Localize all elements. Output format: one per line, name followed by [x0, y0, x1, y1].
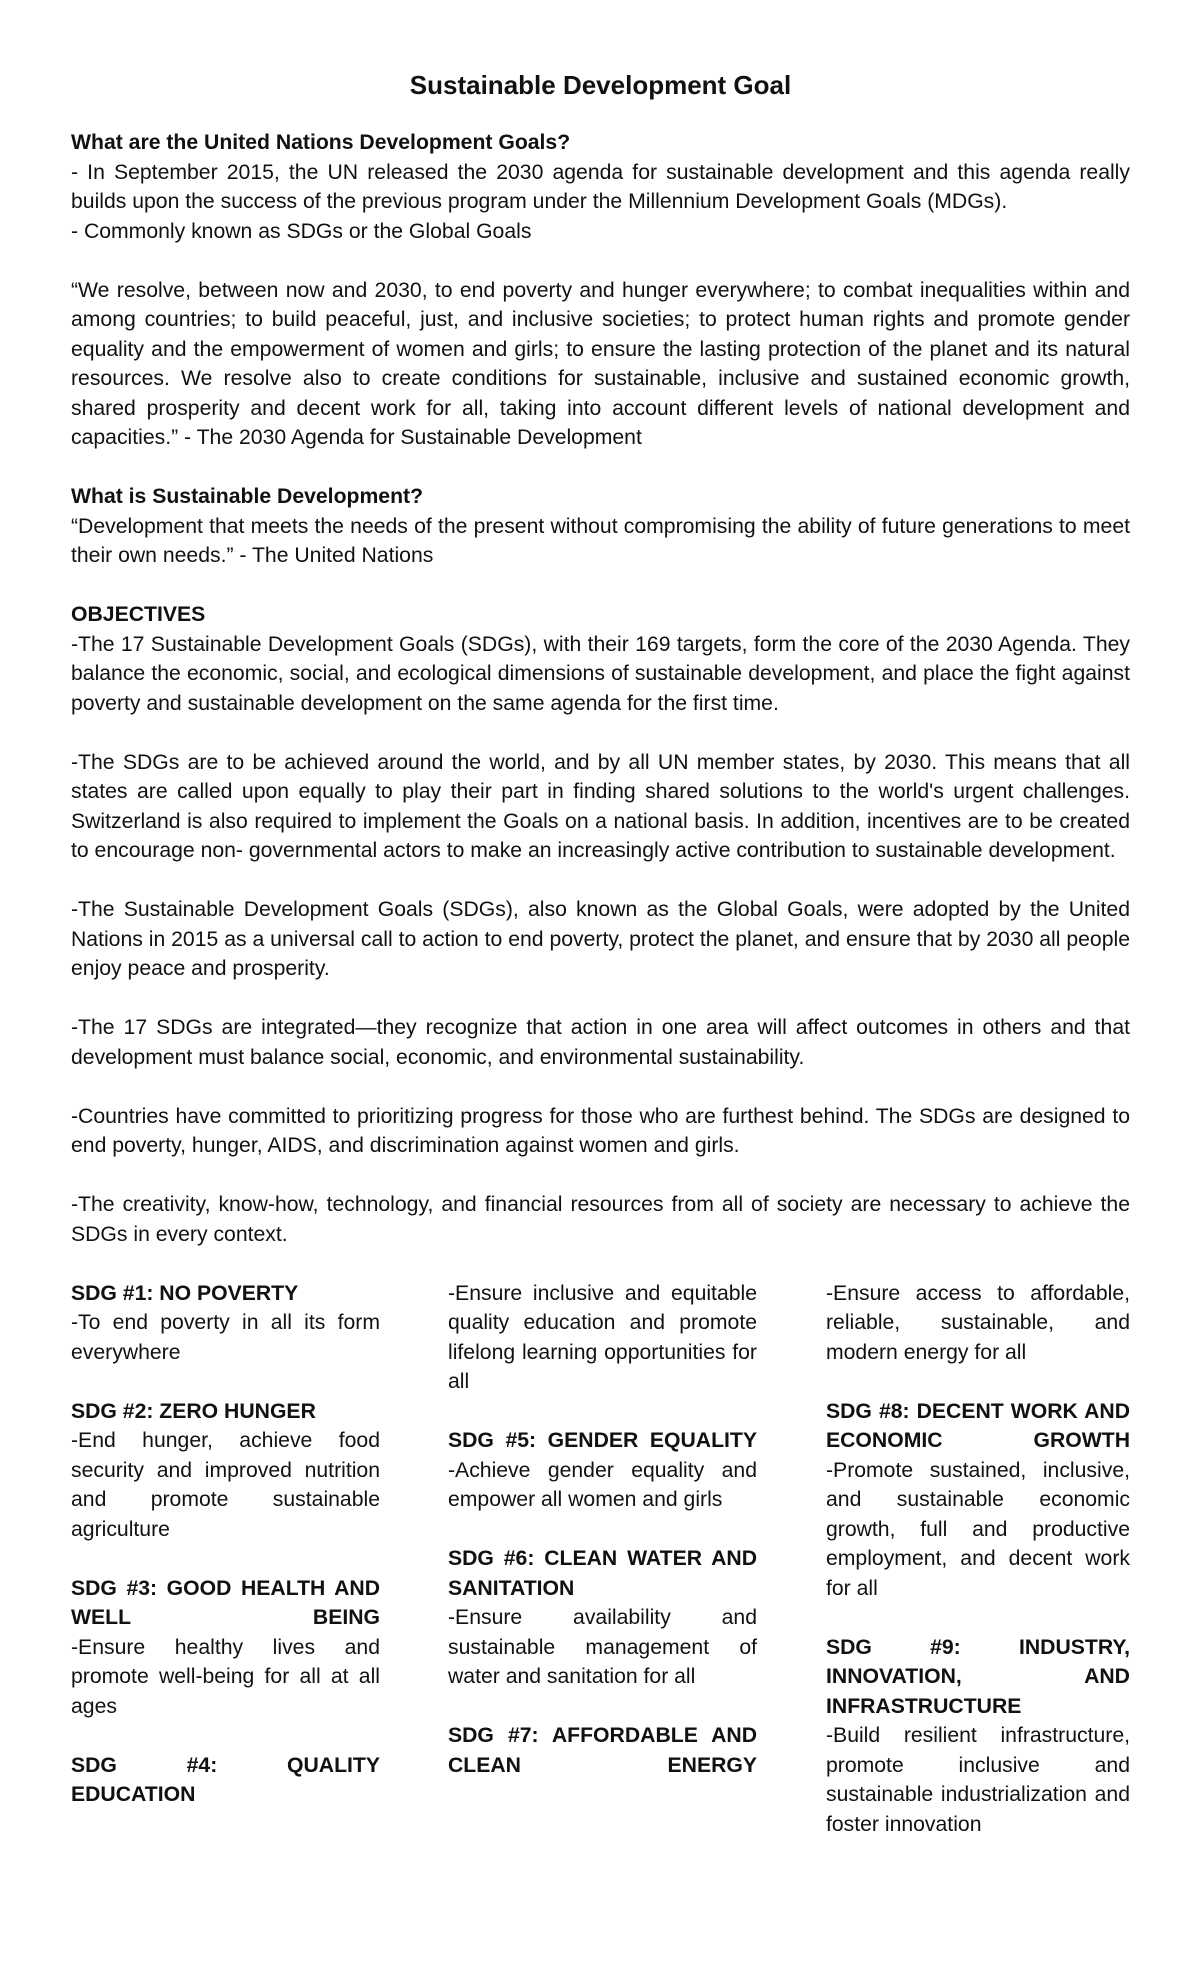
- objective-item: -The Sustainable Development Goals (SDGs), also known as the Global Goals, were adopted by the United Nations in 2015 as a universal call to action to end poverty, protect the planet, and ensure that by 2030 all people enjoy peace and prosperity.: [71, 898, 1130, 980]
- sdg-8: [826, 1397, 1130, 1604]
- definition-section: [71, 482, 1130, 571]
- intro-line-1: - In September 2015, the UN released the 2030 agenda for sustainable development and this agenda really builds upon the success of the previous program under the Millennium Development Goals (MDGs).: [71, 160, 1130, 213]
- sdg-1: [71, 1279, 380, 1368]
- sdg-3-desc: -Ensure healthy lives and promote well-being for all at all ages: [71, 1635, 380, 1718]
- sdg-6: [448, 1544, 757, 1692]
- sdg-column-3: [826, 1279, 1130, 1869]
- sdg-6-title: SDG #6: CLEAN WATER AND SANITATION: [448, 1547, 757, 1600]
- document-page: [71, 68, 1130, 1836]
- objective-item: -The 17 Sustainable Development Goals (SDGs), with their 169 targets, form the core of the 2030 Agenda. They balance the economic, social, and ecological dimensions of sustainable development, and place the fight against poverty and sustainable development on the same agenda for the first time.: [71, 632, 1130, 715]
- sdg-4-desc: -Ensure inclusive and equitable quality education and promote lifelong learning opportunities for all: [448, 1281, 757, 1393]
- sdg-2-title: SDG #2: ZERO HUNGER: [71, 1399, 316, 1423]
- objective-item: -The 17 SDGs are integrated—they recognize that action in one area will affect outcomes in others and that development must balance social, economic, and environmental sustainability.: [71, 1016, 1130, 1069]
- sdg-8-desc: -Promote sustained, inclusive, and sustainable economic growth, full and productive employment, and decent work for all: [826, 1458, 1130, 1600]
- agenda-quote-text: “We resolve, between now and 2030, to end poverty and hunger everywhere; to combat inequalities within and among countries; to build peaceful, just, and inclusive societies; to protect human rights and promote gender equality and the empowerment of women and girls; to ensure the lasting protection of the planet and its natural resources. We resolve also to create conditions for sustainable, inclusive and sustained economic growth, shared prosperity and decent work for all, taking into account different levels of national development and capacities.” - The 2030 Agenda for Sustainable Development: [71, 278, 1130, 449]
- objective-item: -The SDGs are to be achieved around the world, and by all UN member states, by 2030. This means that all states are called upon equally to play their part in finding shared solutions to the world's urgent challenges. Switzerland is also required to implement the Goals on a national basis. In addition, incentives are to be created to encourage non- governmental actors to make an increasingly active contribution to sustainable development.: [71, 750, 1130, 862]
- sdg-2-desc: -End hunger, achieve food security and improved nutrition and promote sustainable agriculture: [71, 1429, 380, 1541]
- objectives-section: [71, 600, 1130, 1249]
- sdg-9-desc: -Build resilient infrastructure, promote inclusive and sustainable industrialization and foster innovation: [826, 1724, 1130, 1836]
- objectives-heading: OBJECTIVES: [71, 603, 206, 626]
- sdg-5-title: SDG #5: GENDER EQUALITY: [448, 1429, 757, 1452]
- sdg-1-title: SDG #1: NO POVERTY: [71, 1281, 299, 1305]
- intro-line-2: - Commonly known as SDGs or the Global Goals: [71, 219, 532, 243]
- intro-section: [71, 128, 1130, 246]
- objective-item: -Countries have committed to prioritizing progress for those who are furthest behind. The SDGs are designed to end poverty, hunger, AIDS, and discrimination against women and girls.: [71, 1104, 1130, 1157]
- agenda-quote: [71, 276, 1130, 453]
- definition-text: “Development that meets the needs of the present without compromising the ability of future generations to meet their own needs.” - The United Nations: [71, 514, 1130, 567]
- sdg-9-title: SDG #9: INDUSTRY, INNOVATION, AND INFRASTRUCTURE: [826, 1635, 1130, 1718]
- sdg-6-desc: -Ensure availability and sustainable management of water and sanitation for all: [448, 1606, 757, 1688]
- sdg-7-desc: -Ensure access to affordable, reliable, sustainable, and modern energy for all: [826, 1281, 1130, 1364]
- sdg-2: [71, 1397, 380, 1545]
- sdg-column-2: [448, 1279, 757, 1810]
- page-title: Sustainable Development Goal: [409, 70, 792, 100]
- sdg-4-desc-block: [448, 1279, 757, 1397]
- sdg-5-desc: -Achieve gender equality and empower all women and girls: [448, 1458, 757, 1511]
- sdg-7-desc-block: [826, 1279, 1130, 1368]
- sdg-1-desc: -To end poverty in all its form everywhere: [71, 1311, 380, 1364]
- sdg-3: [71, 1574, 380, 1722]
- sdg-column-1: [71, 1279, 380, 1840]
- sdg-7-title: SDG #7: AFFORDABLE AND CLEAN ENERGY: [448, 1724, 757, 1777]
- objective-item: -The creativity, know-how, technology, and financial resources from all of society are necessary to achieve the SDGs in every context.: [71, 1193, 1130, 1246]
- sdg-5: [448, 1426, 757, 1515]
- sdg-7-heading-block: [448, 1721, 757, 1780]
- intro-heading: What are the United Nations Development Goals?: [71, 131, 571, 154]
- sdg-4-heading-block: [71, 1751, 380, 1810]
- sdg-8-title: SDG #8: DECENT WORK AND ECONOMIC GROWTH: [826, 1399, 1130, 1452]
- sdg-4-title: SDG #4: QUALITY EDUCATION: [71, 1753, 380, 1806]
- definition-heading: What is Sustainable Development?: [71, 485, 424, 508]
- sdg-3-title: SDG #3: GOOD HEALTH AND WELL BEING: [71, 1576, 380, 1629]
- sdg-9: [826, 1633, 1130, 1840]
